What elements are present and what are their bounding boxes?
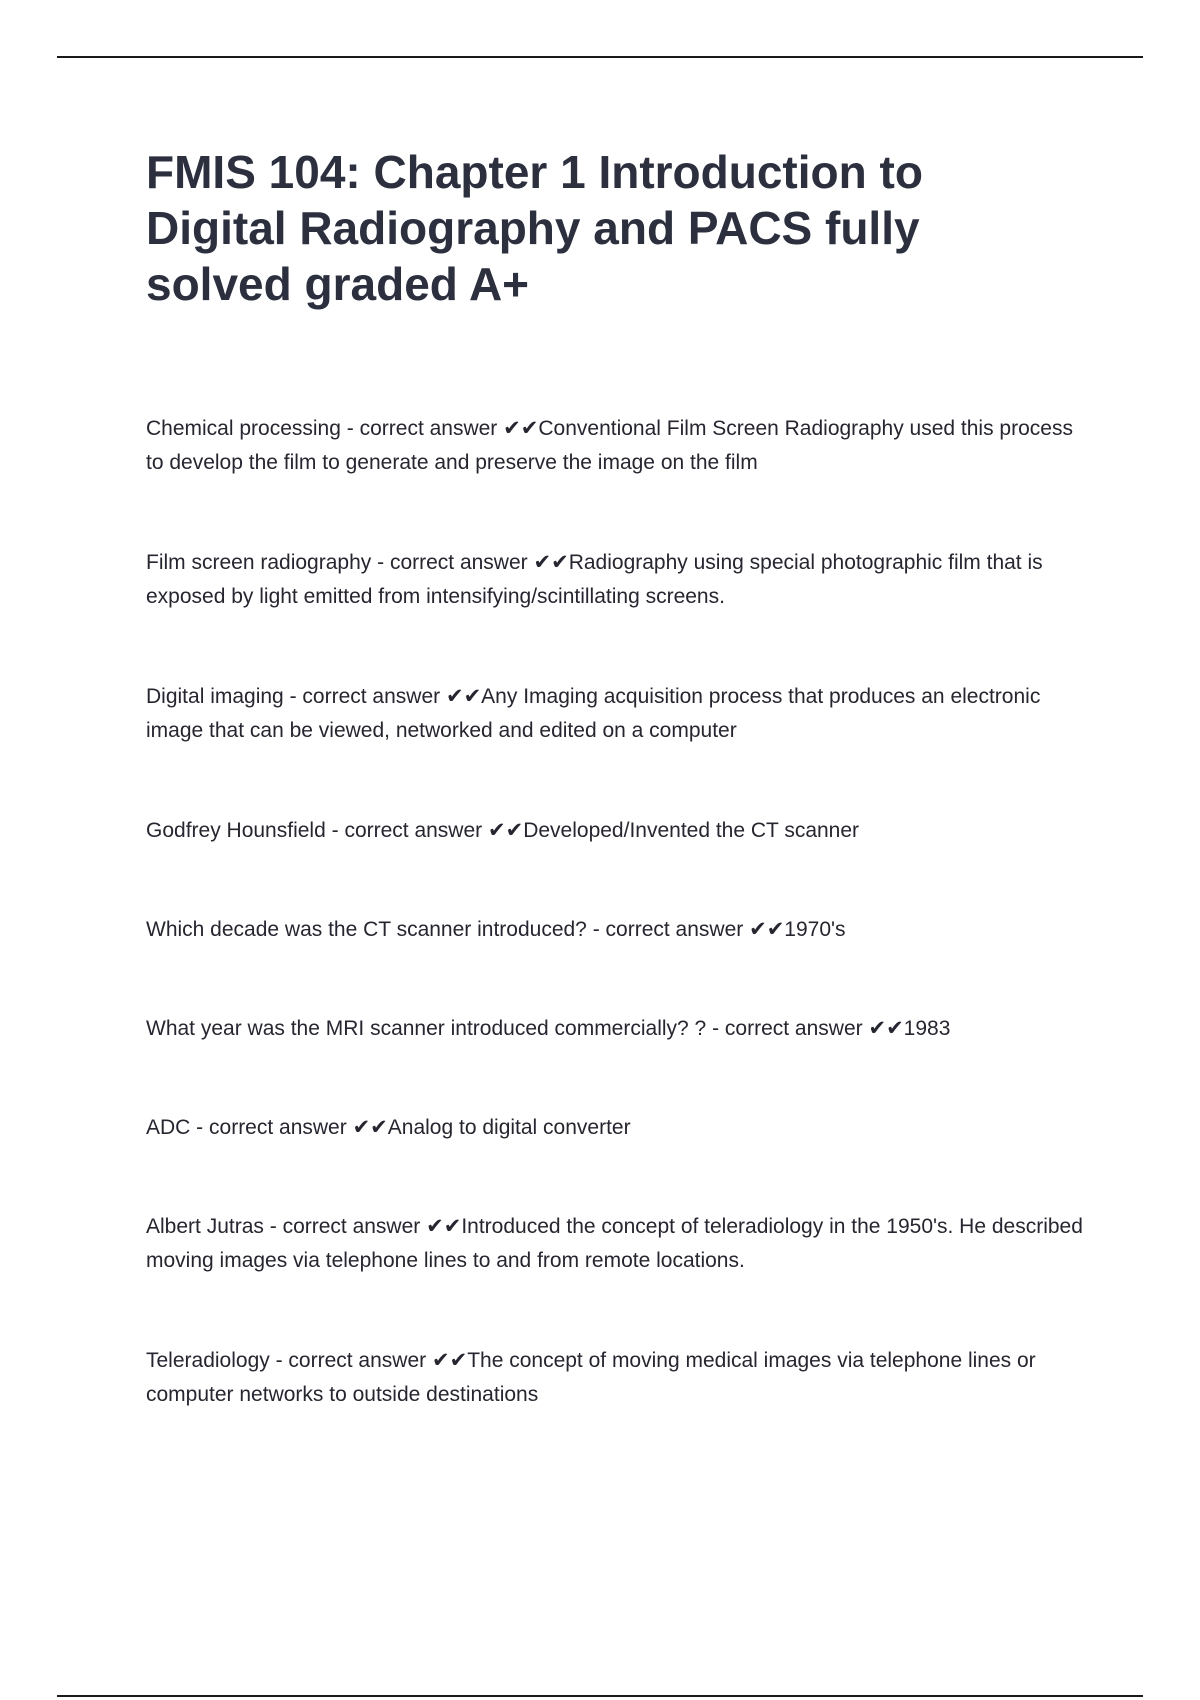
list-item: Chemical processing - correct answer ✔✔Conventional Film Screen Radiography used this process to develop the film to generate and preserve the image on the film xyxy=(146,417,1073,474)
check-icon: ✔✔ xyxy=(749,918,785,941)
definition: 1983 xyxy=(903,1017,951,1040)
definition: Any Imaging acquisition process that produces an electronic image that can be viewed, networked and edited on a computer xyxy=(146,685,1041,742)
check-icon: ✔✔ xyxy=(445,685,482,708)
term: Film screen radiography xyxy=(146,551,372,574)
definition: Radiography using special photographic film that is exposed by light emitted from intensifying/scintillating screens. xyxy=(146,551,1043,608)
qa-list xyxy=(146,412,1096,1478)
definition: Developed/Invented the CT scanner xyxy=(523,819,860,842)
term: Albert Jutras xyxy=(146,1215,264,1238)
definition: Analog to digital converter xyxy=(387,1116,631,1139)
answer-label: correct answer xyxy=(724,1017,863,1040)
definition: Conventional Film Screen Radiography used this process to develop the film to generate and preserve the image on the film xyxy=(146,417,1073,474)
list-item: Digital imaging - correct answer ✔✔Any Imaging acquisition process that produces an electronic image that can be viewed, networked and edited on a computer xyxy=(146,685,1041,742)
term: Digital imaging xyxy=(146,685,284,708)
list-item: Which decade was the CT scanner introduced? - correct answer ✔✔1970's xyxy=(146,918,846,941)
definition: 1970's xyxy=(784,918,846,941)
definition: The concept of moving medical images via telephone lines or computer networks to outside destinations xyxy=(146,1349,1036,1406)
answer-label: correct answer xyxy=(389,551,528,574)
term: Which decade was the CT scanner introduced? xyxy=(146,918,587,941)
page-title: FMIS 104: Chapter 1 Introduction to Digital Radiography and PACS fully solved graded A+ xyxy=(146,146,923,310)
answer-label: correct answer xyxy=(209,1116,347,1139)
term: ADC xyxy=(146,1116,191,1139)
list-item: What year was the MRI scanner introduced commercially? ? - correct answer ✔✔1983 xyxy=(146,1017,951,1040)
answer-label: correct answer xyxy=(288,1349,427,1372)
list-item: Film screen radiography - correct answer ✔✔Radiography using special photographic film that is exposed by light emitted from intensifying/scintillating screens. xyxy=(146,551,1043,608)
check-icon: ✔✔ xyxy=(533,551,569,574)
check-icon: ✔✔ xyxy=(431,1349,468,1372)
term: Godfrey Hounsfield xyxy=(146,819,326,842)
check-icon: ✔✔ xyxy=(503,417,539,440)
list-item: Albert Jutras - correct answer ✔✔Introduced the concept of teleradiology in the 1950's. He described moving images via telephone lines to and from remote locations. xyxy=(146,1215,1083,1272)
answer-label: correct answer xyxy=(344,819,483,842)
check-icon: ✔✔ xyxy=(426,1215,462,1238)
term: Teleradiology xyxy=(146,1349,270,1372)
term: Chemical processing xyxy=(146,417,341,440)
bottom-rule xyxy=(57,1695,1143,1697)
list-item: Godfrey Hounsfield - correct answer ✔✔Developed/Invented the CT scanner xyxy=(146,819,860,842)
answer-label: correct answer xyxy=(359,417,498,440)
check-icon: ✔✔ xyxy=(352,1116,388,1139)
answer-label: correct answer xyxy=(282,1215,421,1238)
top-rule xyxy=(57,56,1143,58)
answer-label: correct answer xyxy=(302,685,441,708)
list-item: ADC - correct answer ✔✔Analog to digital converter xyxy=(146,1116,631,1139)
list-item: Teleradiology - correct answer ✔✔The concept of moving medical images via telephone lines or computer networks to outside destinations xyxy=(146,1349,1036,1406)
term: What year was the MRI scanner introduced commercially? ? xyxy=(146,1017,707,1040)
answer-label: correct answer xyxy=(605,918,744,941)
definition: Introduced the concept of teleradiology in the 1950's. He described moving images via telephone lines to and from remote locations. xyxy=(146,1215,1083,1272)
check-icon: ✔✔ xyxy=(868,1017,904,1040)
check-icon: ✔✔ xyxy=(488,819,524,842)
